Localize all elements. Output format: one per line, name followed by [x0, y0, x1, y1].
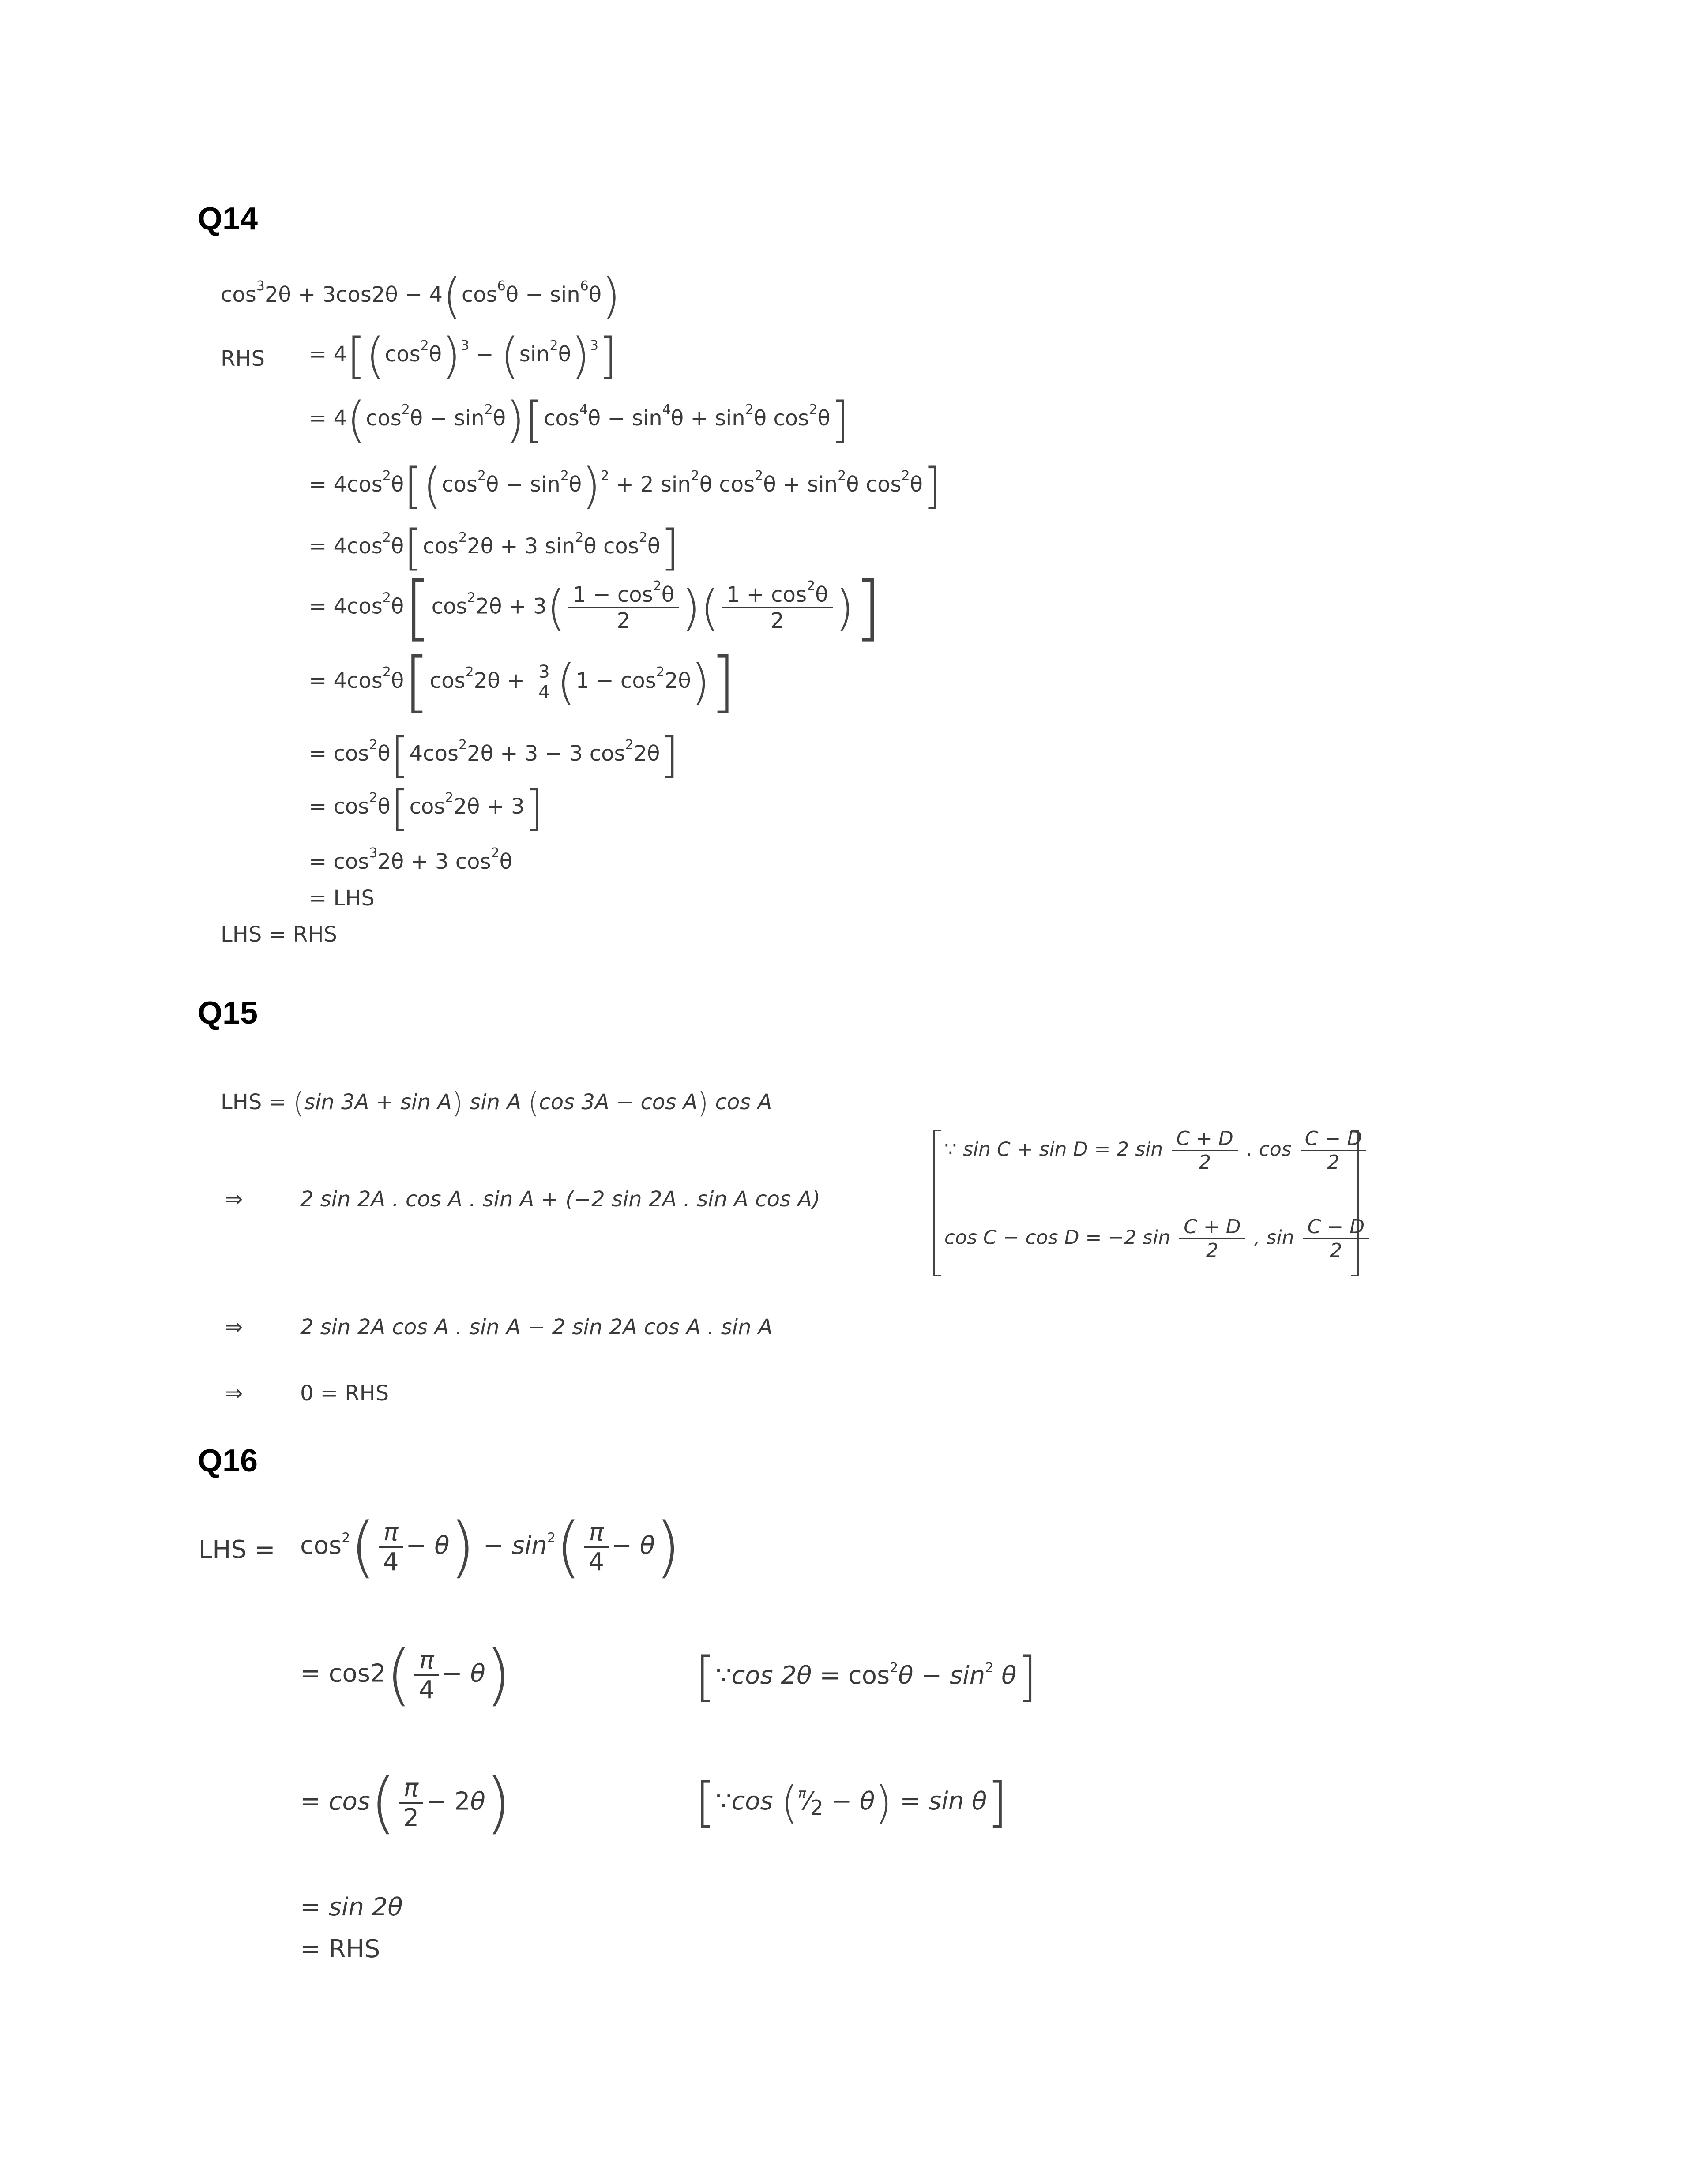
q16-line-4: = sin 2θ: [300, 1893, 403, 1921]
q16-note-2: [∵cos $(^\pi⁄_2 - \theta) = \sin \theta$]: [695, 1771, 1008, 1833]
q14-line-4: = $4\cos^2\theta[(\cos^2\theta - \sin^2\theta)^2 + 2$ $\sin^2\theta$ $\cos^2\theta + \sin^2\theta$ $\cos^2\theta$]: [309, 458, 942, 514]
q14-line-7: = $4\cos^2\theta[\cos^22\theta$ + 3 4 $(1 - \cos^22\theta)$]: [309, 644, 736, 720]
q14-conclusion: LHS = RHS: [221, 922, 337, 947]
q15-note-2: cos C − cos D = −2 sin $\frac{C + D}{2}$ , sin $\frac{C - D}{2}$: [944, 1216, 1372, 1262]
q14-line-3: = $4(\cos^2\theta - \sin^2\theta)[\cos^4\theta - \sin^4\theta + \sin^2\theta$ $\cos^2\theta$]: [309, 391, 850, 448]
q15-heading: Q15: [198, 995, 258, 1031]
q15-line-3: 2 sin 2A cos A . sin A − 2 sin 2A cos A . sin A: [300, 1315, 773, 1340]
q16-lhs-label: LHS =: [199, 1535, 275, 1564]
q16-line-2: = cos2( $\frac{\pi}{4}$ − θ): [300, 1636, 511, 1714]
q16-heading: Q16: [198, 1443, 258, 1479]
q15-note-1: ∵ sin C + sin D = 2 sin $\frac{C + D}{2}$ . cos $\frac{C - D}{2}$: [944, 1127, 1369, 1174]
q15-implies-1: ⇒: [225, 1187, 243, 1212]
q14-line-5: = $4\cos^2\theta[\cos^22\theta + 3$ $\sin^2\theta$ $\cos^2\theta$]: [309, 519, 680, 576]
q15-line-1: LHS = (sin 3A + sin A) sin A (cos 3A − cos A) cos A: [221, 1087, 772, 1120]
q14-heading: Q14: [198, 201, 258, 236]
q16-line-1: $\cos^2$( $\frac{\pi}{4}$ − $\theta) - \sin^2$( $\frac{\pi}{4}$ − θ): [300, 1509, 681, 1586]
q15-implies-3: ⇒: [225, 1381, 243, 1406]
q14-line-8: = $\cos^2\theta[4\cos^22\theta + 3 - 3$ $\cos^22\theta$]: [309, 727, 679, 783]
q14-rhs-label: RHS: [221, 346, 265, 371]
q14-line-6: = $4\cos^2\theta[\cos^22\theta + 3$( $\frac{1 - \cos^2\theta}{2}$ )( $\frac{1 + \cos^2\theta}{2}$ )]: [309, 566, 882, 649]
q14-line-11: = LHS: [309, 886, 375, 911]
q14-line-2: = $4[(\cos^2\theta)^3 - (\sin^2\theta)^3]$: [309, 327, 617, 384]
q15-note-bracket-left: [933, 1130, 941, 1276]
q15-implies-2: ⇒: [225, 1315, 243, 1340]
q16-line-5: = RHS: [300, 1935, 380, 1963]
q14-line-10: = $\cos^32\theta + 3$ $\cos^2\theta$: [309, 845, 513, 874]
q14-line-1: $\cos^32\theta + 3\cos 2\theta - 4(\cos^6\theta - \sin^6\theta)$: [221, 268, 621, 324]
q14-line-9: = $\cos^2\theta[\cos^22\theta + 3]$: [309, 780, 544, 836]
q15-line-2: 2 sin 2A . cos A . sin A + (−2 sin 2A . sin A cos A): [300, 1187, 820, 1212]
q16-note-1: [∵cos $2\theta = \cos^2\theta - \sin^2 \theta$]: [695, 1646, 1038, 1707]
q16-line-3: = cos( $\frac{\pi}{2}$ − 2θ): [300, 1764, 511, 1842]
q15-line-4: 0 = RHS: [300, 1381, 389, 1406]
